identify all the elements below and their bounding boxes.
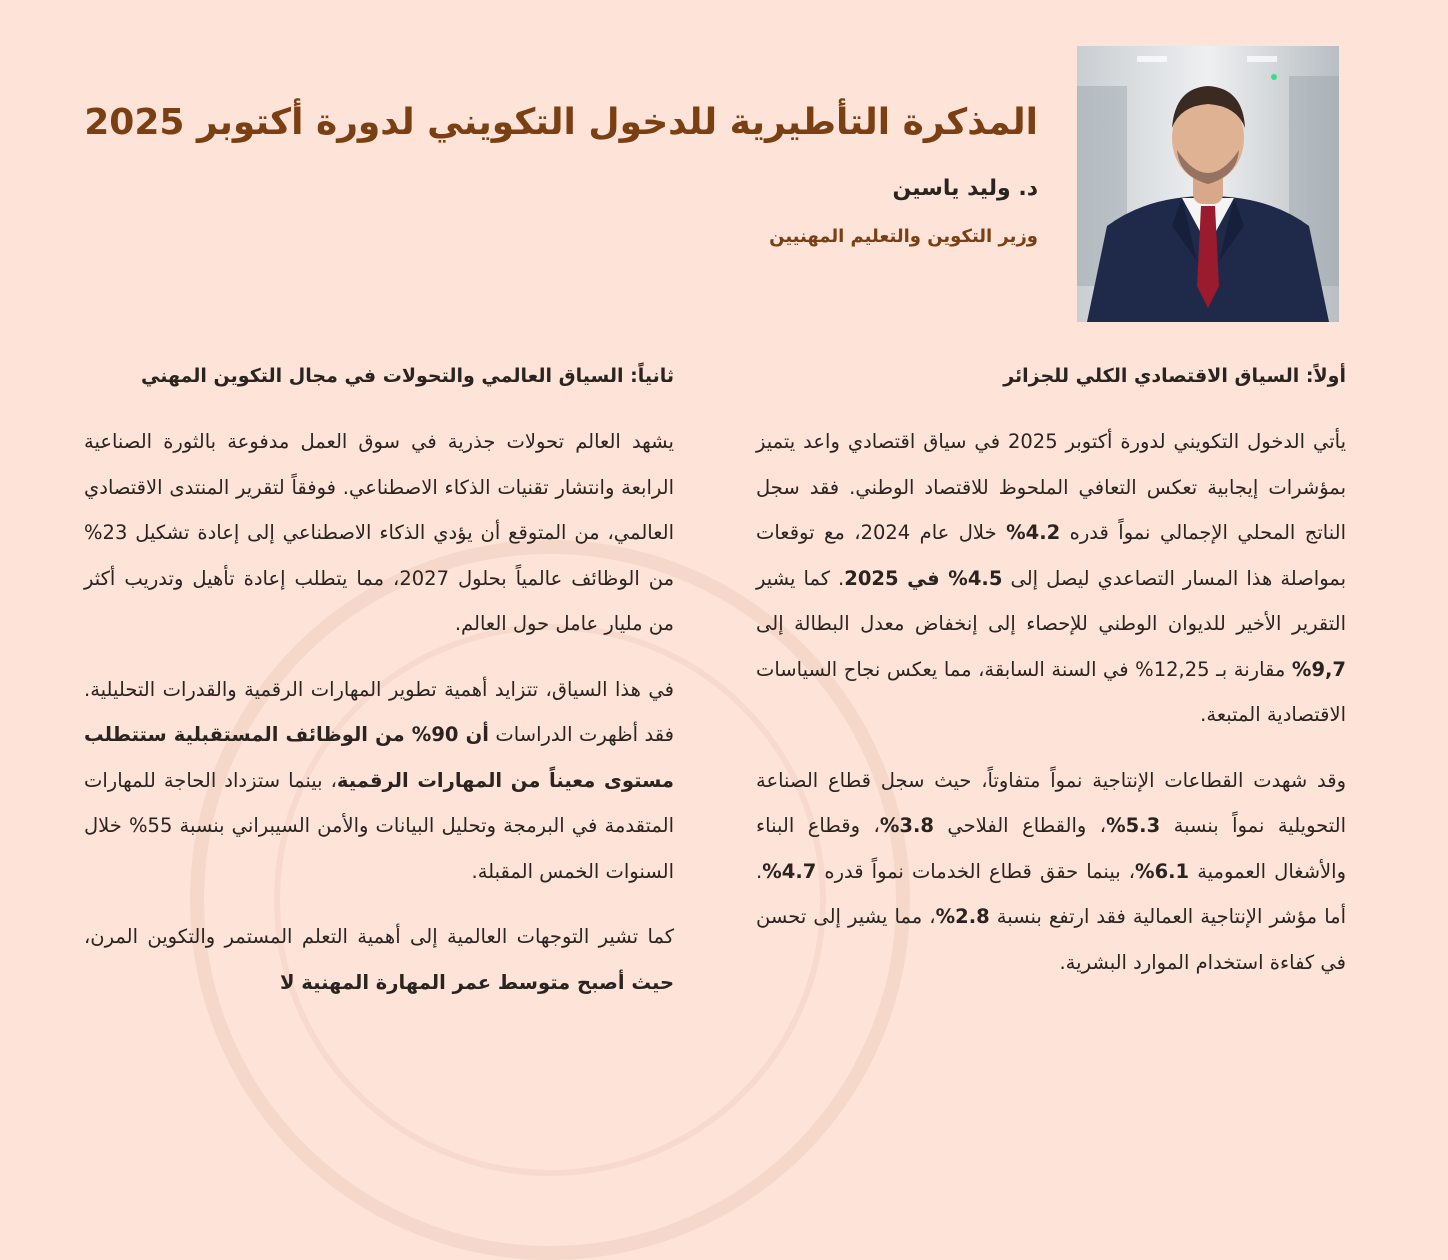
author-photo [1077,46,1339,322]
paragraph: كما تشير التوجهات العالمية إلى أهمية التعلم المستمر والتكوين المرن، حيث أصبح متوسط عمر المهارة المهنية لا [84,925,674,994]
page-title: المذكرة التأطيرية للدخول التكويني لدورة أكتوبر 2025 [84,102,1038,143]
paragraph: وقد شهدت القطاعات الإنتاجية نمواً متفاوتاً، حيث سجل قطاع الصناعة التحويلية نمواً بنسبة 5.3%، والقطاع الفلاحي 3.8%، وقطاع البناء والأشغال العمومية 6.1%، بينما حقق قطاع الخدمات نمواً قدره 4.7%. أما مؤشر الإنتاجية العمالية فقد ارتفع بنسبة 2.8%، مما يشير إلى تحسن في كفاءة استخدام الموارد البشرية. [756,768,1346,974]
paragraph: يشهد العالم تحولات جذرية في سوق العمل مدفوعة بالثورة الصناعية الرابعة وانتشار تقنيات الذكاء الاصطناعي. فوفقاً لتقرير المنتدى الاقتصادي العالمي، من المتوقع أن يؤدي الذكاء الاصطناعي إلى إعادة تشكيل 23% من الوظائف عالمياً بحلول 2027، مما يتطلب إعادة تأهيل وتدريب أكثر من مليار عامل حول العالم. [84,430,675,635]
author-name: د. وليد ياسين [892,176,1038,201]
author-role: وزير التكوين والتعليم المهنيين [769,226,1038,247]
section-macro-context [756,365,1346,1005]
paragraph: يأتي الدخول التكويني لدورة أكتوبر 2025 في سياق اقتصادي واعد يتميز بمؤشرات إيجابية تعكس التعافي الملحوظ للاقتصاد الوطني. فقد سجل الناتج المحلي الإجمالي نمواً قدره 4.2% خلال عام 2024، مع توقعات بمواصلة هذا المسار التصاعدي ليصل إلى 4.5% في 2025. كما يشير التقرير الأخير للديوان الوطني للإحصاء إلى إنخفاض معدل البطالة إلى 9,7% مقارنة بـ 12,25% في السنة السابقة، مما يعكس نجاح السياسات الاقتصادية المتبعة. [756,430,1347,726]
paragraph: في هذا السياق، تتزايد أهمية تطوير المهارات الرقمية والقدرات التحليلية. فقد أظهرت الدراسات أن 90% من الوظائف المستقبلية ستتطلب مستوى معيناً من المهارات الرقمية، بينما ستزداد الحاجة للمهارات المتقدمة في البرمجة وتحليل البيانات والأمن السيبراني بنسبة 55% خلال السنوات الخمس المقبلة. [84,677,674,883]
section-heading: أولاً: السياق الاقتصادي الكلي للجزائر [1003,365,1346,387]
section-global-context [84,365,674,1025]
section-heading: ثانياً: السياق العالمي والتحولات في مجال التكوين المهني [141,365,674,387]
